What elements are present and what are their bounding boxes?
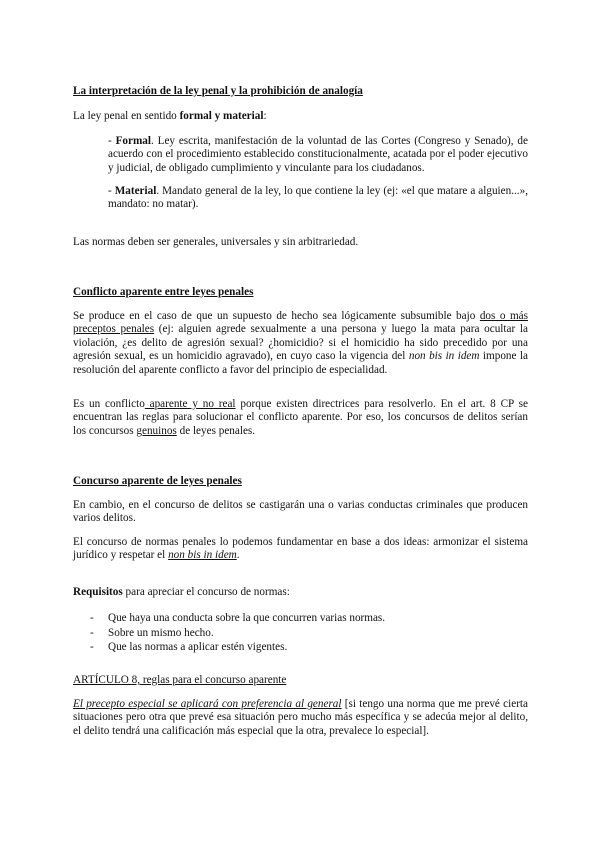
material-term: Material [114,185,157,197]
list-item [90,641,510,656]
section3-paragraph2 [73,536,528,563]
s2p2-underline: aparente y no real [144,398,236,410]
formal-definition [108,135,528,175]
requisitos-paragraph [73,586,528,599]
intro-text: La ley penal en sentido [73,110,180,122]
section2-paragraph1 [73,310,528,377]
s2p2-text-a: Es un conflicto [73,398,145,410]
list-item [90,612,510,627]
list-dash: - [90,641,94,653]
intro-bold: formal y material [179,110,264,122]
section3-title: Concurso aparente de leyes penales [73,475,242,487]
list-item-text: Sobre un mismo hecho. [108,626,214,639]
formal-text: . Ley escrita, manifestación de la voluntad de las Cortes (Congreso y Senado), de acuerdo con el procedimiento establecido constitucionalmente, acatada por el poder ejecutivo y judicial, de obligado cumplimiento y vinculante para los ciudadanos. [108,135,528,174]
list-dash: - [90,626,94,639]
section2-title: Conflicto aparente entre leyes penales [73,286,254,298]
article-paragraph [73,698,528,738]
list-item [90,627,510,642]
article-italic: El precepto especial se aplicará con preferencia al general [73,698,342,710]
s2p1-italic: non bis in idem [408,350,480,363]
page-title: La interpretación de la ley penal y la prohibición de analogía [73,85,363,97]
intro-paragraph [73,110,528,123]
article-text: [si tengo una norma que me prevé cierta situaciones pero otra que prevé esa situación pero mucho más específica y se adecúa mejor al delito, el delito tendrá una calificación más especial que la otra, prevalece lo especial]. [73,698,528,737]
s3p2-underline-italic: non bis in idem [168,549,237,562]
list-item-text: Que haya una conducta sobre la que concurren varias normas. [108,612,386,624]
formal-term: Formal [115,135,151,147]
s2p1-text-c: impone la resolución del aparente conflicto a favor del principio de especialidad. [73,350,528,376]
s2p2-text-b: porque existen directrices para resolverlo. En el art. 8 CP se encuentran las reglas para solucionar el conflicto aparente. Por eso, los concursos de delitos serían los concursos [73,398,529,437]
s2p1-underline: dos o más preceptos penales [73,310,528,336]
material-definition [108,185,528,212]
list-item-text: Que las normas a aplicar estén vigentes. [108,641,288,653]
s3p2-text-b: . [236,549,240,562]
s2p1-text-a: Se produce en el caso de que un supuesto de hecho sea lógicamente subsumible bajo [73,310,480,322]
material-text: . Mandato general de la ley, lo que contiene la ley (ej: «el que matare a alguien...», mandato: no matar). [108,185,528,211]
s2p2-text-c: de leyes penales. [176,424,256,437]
s3p2-text-a: El concurso de normas penales lo podemos fundamentar en base a dos ideas: armonizar el sistema jurídico y respetar el [73,536,528,562]
requisitos-list [90,612,510,656]
section3-paragraph1: En cambio, en el concurso de delitos se castigarán una o varias conductas criminales que producen varios delitos. [73,499,528,525]
formal-dash: - [108,135,116,147]
s2p1-text-b: (ej: alguien agrede sexualmente a una persona y luego la mata para ocultar la violación, ¿es delito de agresión sexual? ¿homicidio? si el homicidio ha sido precedido por una agresión sexual, es un homicidio agravado), en cuyo caso la vigencia del [73,323,528,363]
article-title: ARTÍCULO 8, reglas para el concurso aparente [73,674,287,686]
list-dash: - [90,612,94,624]
requisitos-text: para apreciar el concurso de normas: [122,586,290,598]
intro-colon: : [263,110,267,122]
requisitos-bold: Requisitos [73,586,123,598]
material-dash: - [108,185,115,197]
normas-paragraph: Las normas deben ser generales, universales y sin arbitrariedad. [73,236,359,248]
section2-paragraph2 [73,398,528,438]
s2p2-underline-2: genuinos [136,424,177,437]
